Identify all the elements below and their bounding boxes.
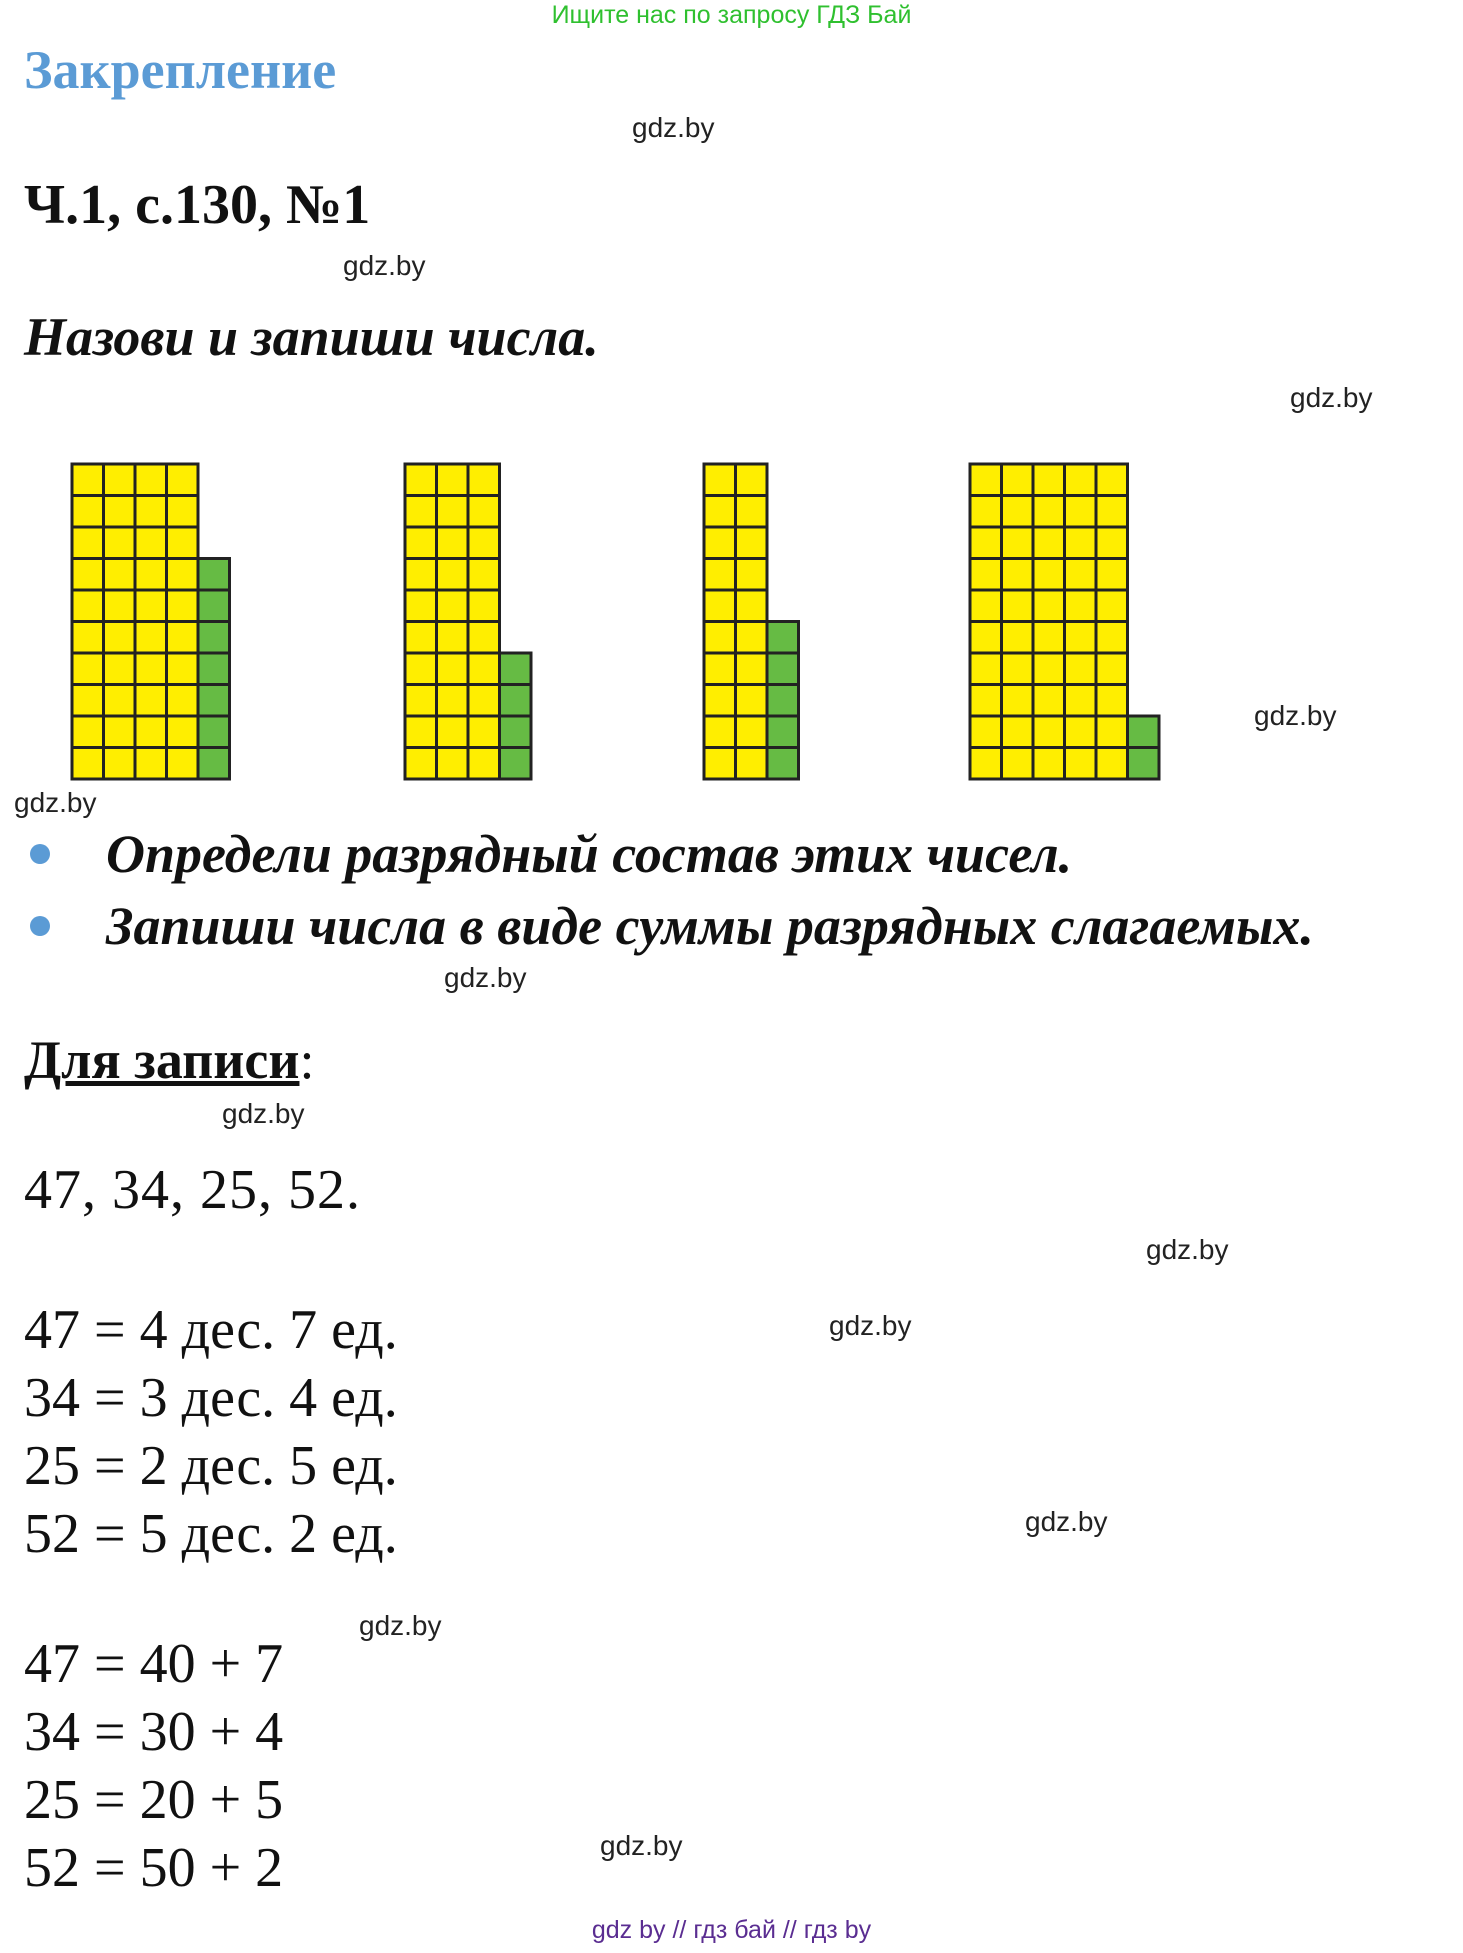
digit-composition (24, 1296, 398, 1568)
record-colon: : (299, 1030, 315, 1090)
unit-cube (198, 559, 230, 591)
unit-cube (198, 653, 230, 685)
ten-rod-cell (1033, 527, 1065, 559)
ten-rod-cell (1096, 622, 1128, 654)
ten-rod-cell (1033, 496, 1065, 528)
bullet-dot-icon (30, 916, 50, 936)
ten-rod-cell (1033, 653, 1065, 685)
equation-line: 34 = 30 + 4 (24, 1701, 284, 1763)
ten-rod-cell (1096, 716, 1128, 748)
ten-rod-cell (135, 716, 167, 748)
ten-rod-cell (970, 496, 1002, 528)
watermark: gdz.by (1146, 1234, 1229, 1265)
ten-rod-cell (1002, 653, 1034, 685)
ten-rod-cell (468, 653, 500, 685)
ten-rod-cell (437, 685, 469, 717)
ten-rod-cell (736, 590, 768, 622)
ten-rod-cell (167, 527, 199, 559)
ten-rod-cell (970, 716, 1002, 748)
ten-rod-cell (970, 685, 1002, 717)
ten-rod-cell (704, 685, 736, 717)
task-text: Назови и запиши числа. (24, 307, 599, 367)
ten-rod-cell (437, 559, 469, 591)
equation-line: 47 = 4 дес. 7 ед. (24, 1299, 398, 1361)
ten-rod-cell (167, 716, 199, 748)
watermark: gdz.by (1254, 700, 1337, 731)
figure-52 (970, 464, 1159, 779)
equation-line: 52 = 50 + 2 (24, 1837, 284, 1899)
ten-rod-cell (1033, 685, 1065, 717)
figure-47 (72, 464, 230, 779)
ten-rod-cell (135, 464, 167, 496)
ten-rod-cell (704, 559, 736, 591)
ten-rod-cell (135, 622, 167, 654)
ten-rod-cell (736, 622, 768, 654)
ten-rod-cell (167, 622, 199, 654)
ten-rod-cell (437, 622, 469, 654)
watermark: gdz.by (632, 112, 715, 143)
unit-cube (767, 716, 799, 748)
top-banner: Ищите нас по запросу ГДЗ Бай (551, 1, 912, 29)
ten-rod-cell (970, 559, 1002, 591)
ten-rod-cell (167, 653, 199, 685)
ten-rod-cell (1065, 653, 1097, 685)
ten-rod-cell (437, 464, 469, 496)
ten-rod-cell (468, 685, 500, 717)
ten-rod-cell (104, 590, 136, 622)
ten-rod-cell (1002, 496, 1034, 528)
watermark: gdz.by (343, 250, 426, 281)
ten-rod-cell (104, 685, 136, 717)
unit-cube (767, 748, 799, 780)
record-label: Для записи (24, 1030, 300, 1090)
ten-rod-cell (1002, 527, 1034, 559)
ten-rod-cell (167, 590, 199, 622)
ten-rod-cell (72, 559, 104, 591)
ten-rod-cell (1096, 527, 1128, 559)
equation-line: 25 = 20 + 5 (24, 1769, 284, 1831)
ten-rod-cell (704, 622, 736, 654)
sum-composition (24, 1630, 283, 1902)
ten-rod-cell (135, 653, 167, 685)
ten-rod-cell (72, 716, 104, 748)
ten-rod-cell (135, 590, 167, 622)
ten-rod-cell (736, 716, 768, 748)
ten-rod-cell (1065, 716, 1097, 748)
ten-rod-cell (405, 622, 437, 654)
ten-rod-cell (736, 464, 768, 496)
ten-rod-cell (1065, 590, 1097, 622)
ten-rod-cell (167, 685, 199, 717)
ten-rod-cell (468, 716, 500, 748)
ten-rod-cell (104, 464, 136, 496)
ten-rod-cell (72, 748, 104, 780)
ten-rod-cell (704, 527, 736, 559)
ten-rod-cell (1002, 590, 1034, 622)
ten-rod-cell (1002, 748, 1034, 780)
unit-cube (500, 653, 532, 685)
ten-rod-cell (468, 748, 500, 780)
ten-rod-cell (135, 527, 167, 559)
ten-rod-cell (104, 716, 136, 748)
ten-rod-cell (104, 653, 136, 685)
ten-rod-cell (970, 590, 1002, 622)
ten-rod-cell (72, 496, 104, 528)
ten-rod-cell (970, 622, 1002, 654)
ten-rod-cell (405, 590, 437, 622)
ten-rod-cell (704, 653, 736, 685)
ten-rod-cell (405, 527, 437, 559)
base-ten-blocks (0, 0, 1463, 800)
ten-rod-cell (437, 590, 469, 622)
ten-rod-cell (405, 496, 437, 528)
ten-rod-cell (1096, 496, 1128, 528)
ten-rod-cell (72, 622, 104, 654)
unit-cube (767, 653, 799, 685)
unit-cube (500, 716, 532, 748)
ten-rod-cell (1033, 622, 1065, 654)
unit-cube (1128, 748, 1160, 780)
ten-rod-cell (1096, 748, 1128, 780)
ten-rod-cell (1065, 748, 1097, 780)
unit-cube (1128, 716, 1160, 748)
ten-rod-cell (1033, 559, 1065, 591)
ten-rod-cell (736, 559, 768, 591)
watermark: gdz.by (829, 1310, 912, 1341)
watermark: gdz.by (359, 1610, 442, 1641)
unit-cube (198, 622, 230, 654)
ten-rod-cell (468, 590, 500, 622)
ten-rod-cell (104, 527, 136, 559)
ten-rod-cell (736, 685, 768, 717)
ten-rod-cell (736, 527, 768, 559)
ten-rod-cell (104, 748, 136, 780)
ten-rod-cell (1096, 590, 1128, 622)
ten-rod-cell (1065, 559, 1097, 591)
watermark: gdz.by (14, 787, 97, 818)
ten-rod-cell (72, 590, 104, 622)
ten-rod-cell (405, 716, 437, 748)
watermark: gdz.by (1025, 1506, 1108, 1537)
ten-rod-cell (437, 748, 469, 780)
unit-cube (198, 590, 230, 622)
bullet-text: Запиши числа в виде суммы разрядных слагаемых. (106, 896, 1314, 956)
ten-rod-cell (1002, 685, 1034, 717)
ten-rod-cell (437, 653, 469, 685)
footer-links: gdz by // гдз бай // гдз by (591, 1916, 872, 1944)
ten-rod-cell (970, 464, 1002, 496)
bullet-item (30, 894, 1314, 958)
ten-rod-cell (72, 464, 104, 496)
ten-rod-cell (104, 622, 136, 654)
ten-rod-cell (704, 496, 736, 528)
ten-rod-cell (104, 496, 136, 528)
equation-line: 47 = 40 + 7 (24, 1633, 284, 1695)
ten-rod-cell (1002, 716, 1034, 748)
ten-rod-cell (1065, 622, 1097, 654)
ten-rod-cell (72, 685, 104, 717)
ten-rod-cell (468, 622, 500, 654)
ten-rod-cell (405, 464, 437, 496)
ten-rod-cell (437, 716, 469, 748)
ten-rod-cell (167, 464, 199, 496)
ten-rod-cell (1033, 464, 1065, 496)
ten-rod-cell (135, 496, 167, 528)
equation-line: 34 = 3 дес. 4 ед. (24, 1367, 398, 1429)
ten-rod-cell (1065, 685, 1097, 717)
ten-rod-cell (1065, 496, 1097, 528)
watermark: gdz.by (444, 962, 527, 993)
ten-rod-cell (704, 464, 736, 496)
ten-rod-cell (1002, 559, 1034, 591)
ten-rod-cell (468, 496, 500, 528)
ten-rod-cell (468, 464, 500, 496)
ten-rod-cell (468, 527, 500, 559)
ten-rod-cell (167, 559, 199, 591)
ten-rod-cell (135, 685, 167, 717)
unit-cube (500, 685, 532, 717)
ten-rod-cell (405, 653, 437, 685)
ten-rod-cell (437, 496, 469, 528)
ten-rod-cell (104, 559, 136, 591)
ten-rod-cell (704, 748, 736, 780)
unit-cube (198, 716, 230, 748)
unit-cube (500, 748, 532, 780)
equation-line: 52 = 5 дес. 2 ед. (24, 1503, 398, 1565)
ten-rod-cell (72, 527, 104, 559)
bullet-item (30, 822, 1072, 886)
ten-rod-cell (736, 748, 768, 780)
ten-rod-cell (167, 496, 199, 528)
unit-cube (198, 748, 230, 780)
watermark: gdz.by (600, 1830, 683, 1861)
ten-rod-cell (135, 748, 167, 780)
ten-rod-cell (405, 685, 437, 717)
record-heading (24, 1028, 314, 1092)
ten-rod-cell (1096, 464, 1128, 496)
ten-rod-cell (1096, 685, 1128, 717)
ten-rod-cell (167, 748, 199, 780)
unit-cube (767, 685, 799, 717)
watermark: gdz.by (1290, 382, 1373, 413)
ten-rod-cell (1096, 559, 1128, 591)
ten-rod-cell (1033, 716, 1065, 748)
ten-rod-cell (1065, 464, 1097, 496)
ten-rod-cell (1002, 622, 1034, 654)
figure-25 (704, 464, 799, 779)
ten-rod-cell (135, 559, 167, 591)
ten-rod-cell (72, 653, 104, 685)
ten-rod-cell (970, 527, 1002, 559)
bullet-text: Определи разрядный состав этих чисел. (106, 824, 1073, 884)
ten-rod-cell (1033, 590, 1065, 622)
ten-rod-cell (970, 653, 1002, 685)
ten-rod-cell (1002, 464, 1034, 496)
exercise-title: Ч.1, с.130, №1 (24, 174, 371, 236)
figure-34 (405, 464, 531, 779)
ten-rod-cell (704, 716, 736, 748)
ten-rod-cell (468, 559, 500, 591)
equation-line: 25 = 2 дес. 5 ед. (24, 1435, 398, 1497)
ten-rod-cell (1065, 527, 1097, 559)
ten-rod-cell (1033, 748, 1065, 780)
ten-rod-cell (405, 748, 437, 780)
ten-rod-cell (704, 590, 736, 622)
ten-rod-cell (736, 496, 768, 528)
ten-rod-cell (970, 748, 1002, 780)
watermark: gdz.by (222, 1098, 305, 1129)
unit-cube (198, 685, 230, 717)
bullet-dot-icon (30, 844, 50, 864)
ten-rod-cell (405, 559, 437, 591)
ten-rod-cell (437, 527, 469, 559)
ten-rod-cell (736, 653, 768, 685)
unit-cube (767, 622, 799, 654)
section-title: Закрепление (24, 40, 337, 100)
ten-rod-cell (1096, 653, 1128, 685)
numbers-line: 47, 34, 25, 52. (24, 1159, 361, 1221)
